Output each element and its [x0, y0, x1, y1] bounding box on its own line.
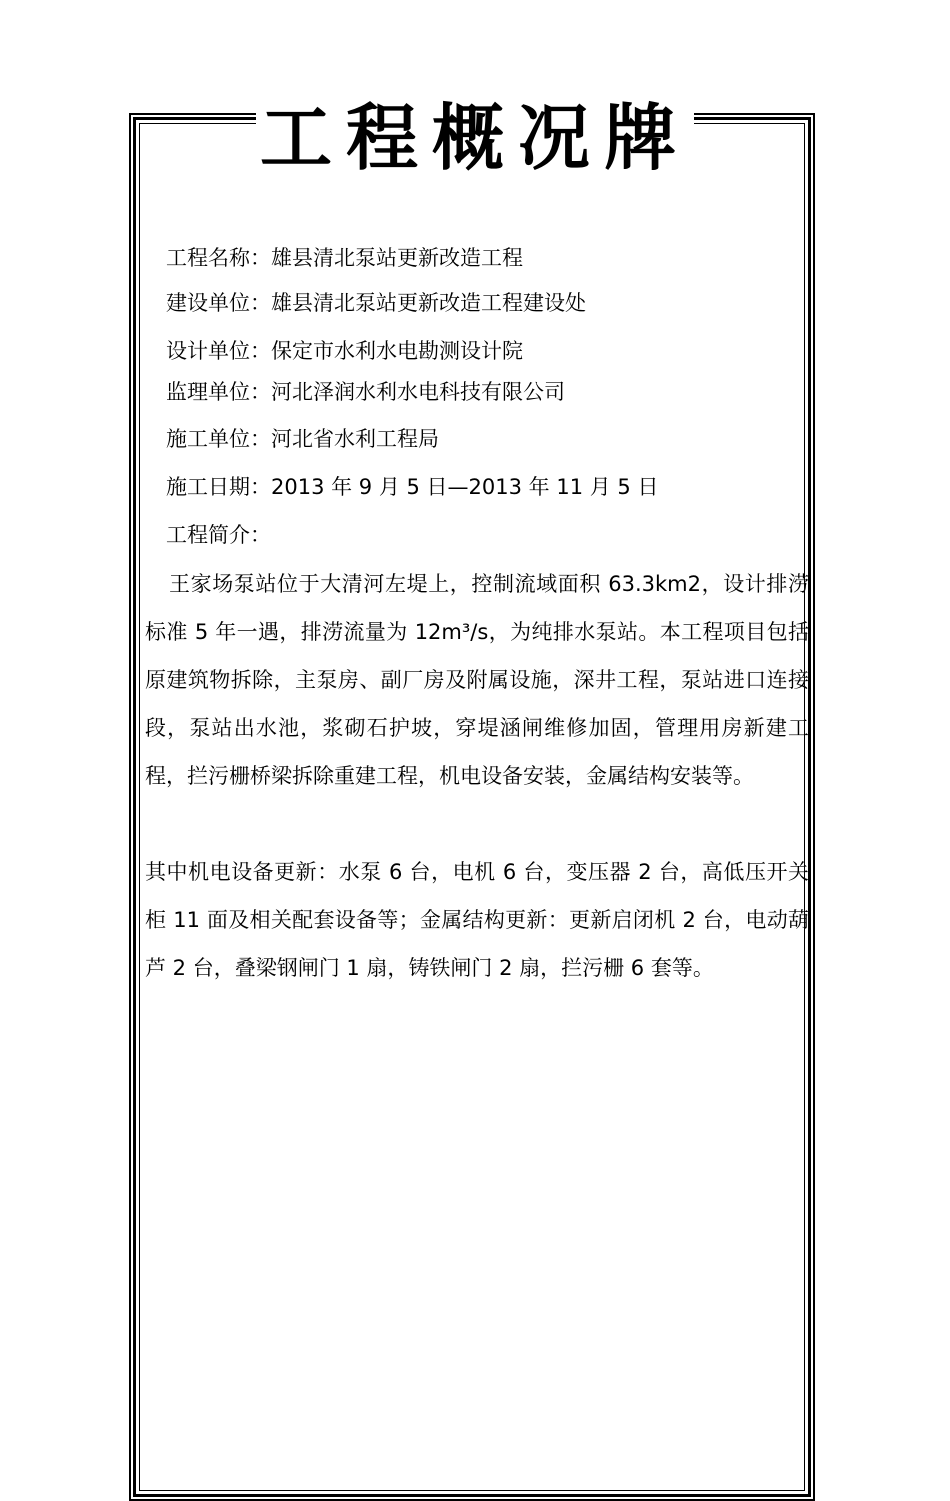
field-project-intro — [166, 521, 271, 549]
field-construction-unit — [166, 289, 586, 317]
field-design-unit — [166, 337, 523, 365]
field-value: 2013 年 9 月 5 日—2013 年 11 月 5 日 — [271, 475, 659, 499]
field-value: 雄县清北泵站更新改造工程建设处 — [271, 291, 586, 315]
field-label: 工程简介： — [166, 523, 271, 547]
equipment-paragraph: 其中机电设备更新：水泵 6 台，电机 6 台，变压器 2 台，高低压开关柜 11 面及相关配套设备等；金属结构更新：更新启闭机 2 台，电动葫芦 2 台，叠梁钢闸门 1 扇，铸铁闸门 2 扇，拦污栅 6 套等。 — [145, 860, 809, 980]
field-project-name — [166, 244, 523, 272]
field-value: 保定市水利水电勘测设计院 — [271, 339, 523, 363]
page-title — [0, 95, 950, 180]
field-label: 建设单位： — [166, 291, 271, 315]
inner-border — [139, 123, 805, 1491]
intro-paragraph: 王家场泵站位于大清河左堤上，控制流域面积 63.3km2，设计排涝标准 5 年一遇，排涝流量为 12m³/s，为纯排水泵站。本工程项目包括原建筑物拆除，主泵房、副厂房及附属设施，深井工程，泵站进口连接段，泵站出水池，浆砌石护坡，穿堤涵闸维修加固，管理用房新建工程，拦污栅桥梁拆除重建工程，机电设备安装，金属结构安装等。 — [145, 572, 809, 788]
field-value: 河北泽润水利水电科技有限公司 — [271, 380, 565, 404]
field-contractor — [166, 425, 439, 453]
field-label: 设计单位： — [166, 339, 271, 363]
field-label: 施工单位： — [166, 427, 271, 451]
title-text: 工程概况牌 — [256, 95, 694, 180]
field-supervision-unit — [166, 378, 565, 406]
field-label: 工程名称： — [166, 246, 271, 270]
field-value: 雄县清北泵站更新改造工程 — [271, 246, 523, 270]
field-value: 河北省水利工程局 — [271, 427, 439, 451]
field-label: 监理单位： — [166, 380, 271, 404]
field-construction-date — [166, 473, 658, 501]
field-label: 施工日期： — [166, 475, 271, 499]
